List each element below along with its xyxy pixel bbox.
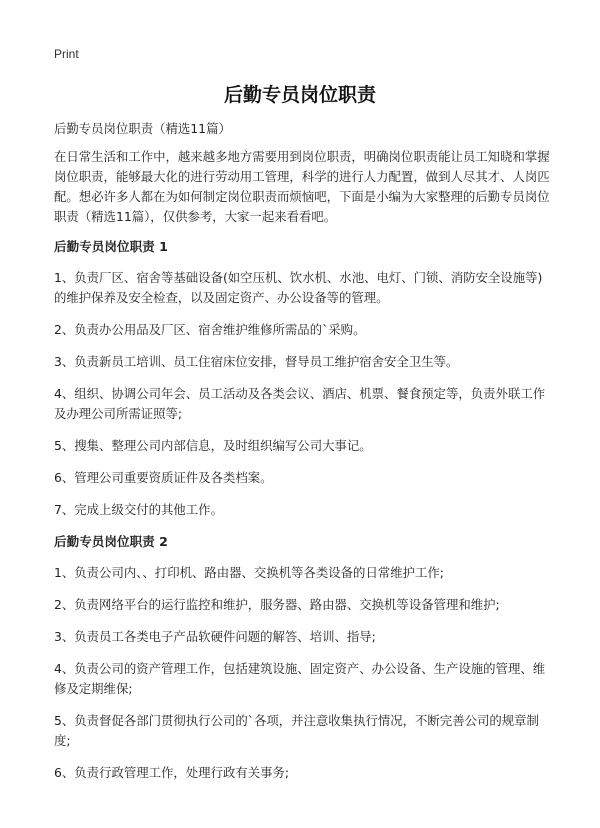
- list-item: 1、负责厂区、宿舍等基础设备(如空压机、饮水机、水池、电灯、门锁、消防安全设施等)的维护保养及安全检查，以及固定资产、办公设备等的管理。: [54, 270, 543, 305]
- list-item: 2、负责办公用品及厂区、宿舍维护维修所需品的`采购。: [54, 322, 366, 337]
- section-heading: 后勤专员岗位职责 1: [54, 239, 168, 254]
- list-item: 6、管理公司重要资质证件及各类档案。: [54, 470, 273, 485]
- list-item: 5、负责督促各部门贯彻执行公司的`各项，并注意收集执行情况，不断完善公司的规章制度;: [54, 713, 539, 748]
- list-item: 7、完成上级交付的其他工作。: [54, 502, 223, 517]
- document-body: [54, 119, 550, 795]
- list-item: 1、负责公司内、、打印机、路由器、交换机等各类设备的日常维护工作;: [54, 565, 444, 580]
- list-item: 6、负责行政管理工作，处理行政有关事务;: [54, 765, 290, 780]
- intro-paragraph: 在日常生活和工作中，越来越多地方需要用到岗位职责，明确岗位职责能让员工知晓和掌握岗位职责，能够最大化的进行劳动用工管理，科学的进行人力配置，做到人尽其才、人岗匹配。想必许多人都在为如何制定岗位职责而烦恼吧，下面是小编为大家整理的后勤专员岗位职责（精选11篇），仅供参考，大家一起来看看吧。: [54, 149, 550, 224]
- section-items: [54, 268, 550, 520]
- list-item: 3、负责新员工培训、员工住宿床位安排，督导员工维护宿舍安全卫生等。: [54, 354, 459, 369]
- section-heading: 后勤专员岗位职责 2: [54, 534, 168, 549]
- document-subtitle: 后勤专员岗位职责（精选11篇）: [54, 121, 231, 136]
- list-item: 2、负责网络平台的运行监控和维护，服务器、路由器、交换机等设备管理和维护;: [54, 597, 500, 612]
- list-item: 4、负责公司的资产管理工作，包括建筑设施、固定资产、办公设备、生产设施的管理、维修及定期维保;: [54, 661, 546, 696]
- section-2: [54, 532, 550, 783]
- list-item: 5、搜集、整理公司内部信息，及时组织编写公司大事记。: [54, 438, 372, 453]
- page-title: 后勤专员岗位职责: [223, 84, 376, 106]
- list-item: 3、负责员工各类电子产品软硬件问题的解答、培训、指导;: [54, 629, 376, 644]
- list-item: 4、组织、协调公司年会、员工活动及各类会议、酒店、机票、餐食预定等，负责外联工作及办理公司所需证照等;: [54, 386, 546, 421]
- print-label: Print: [54, 47, 79, 61]
- section-1: [54, 237, 550, 520]
- section-items: [54, 563, 550, 783]
